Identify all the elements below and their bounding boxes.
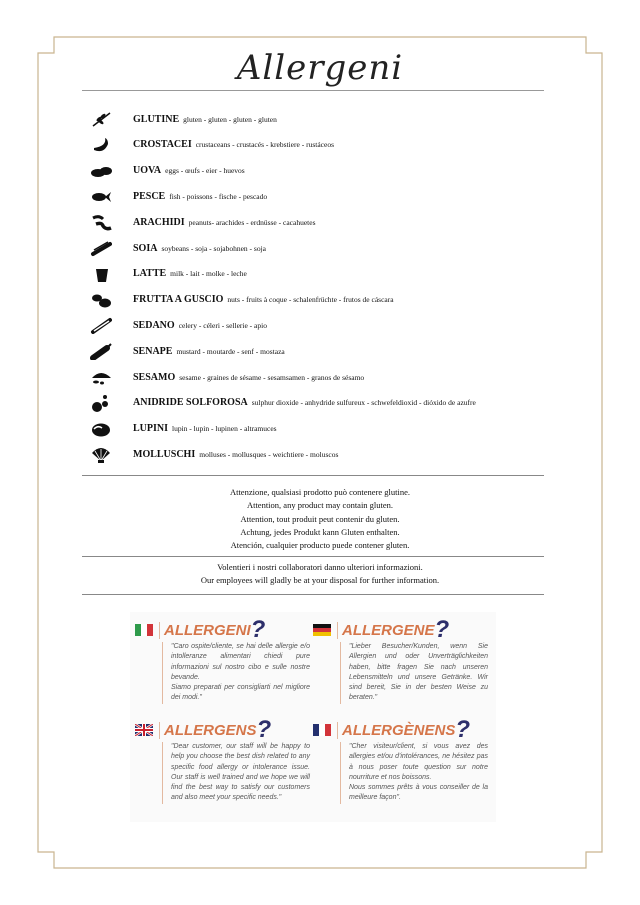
allergen-row (88, 238, 266, 258)
notice-line: Our employees will gladly be at your disposal for further information. (200, 575, 440, 586)
divider (82, 475, 544, 476)
allergen-name: SESAMO (133, 371, 176, 383)
notice-line: Volentieri i nostri collaboratori danno ulteriori informazioni. (217, 562, 423, 572)
staff-notice (0, 561, 640, 588)
allergen-row (88, 341, 285, 361)
notice-line: Attention, tout produit peut contenir du gluten. (240, 513, 400, 524)
panel-body: "Caro ospite/cliente, se hai delle allergie e/o intolleranze alimentari chiedi pure informazioni sul nostro cibo e sulle nostre bevande. Siamo preparati per consigliarti nel migliore dei modi." (162, 642, 310, 704)
allergen-row (88, 212, 315, 232)
allergen-row (88, 135, 334, 155)
allergen-row (88, 419, 277, 439)
panel-title: ALLERGENI (159, 622, 251, 639)
allergen-translations: sulphur dioxide - anhydride sulfureux - schwefeldioxid - dióxido de azufre (251, 398, 476, 408)
allergen-name: SOIA (133, 242, 158, 254)
divider (82, 594, 544, 595)
question-mark: ? (256, 716, 272, 743)
question-mark: ? (455, 716, 471, 743)
allergen-row (88, 290, 394, 310)
panel-title: ALLERGENS (159, 722, 257, 739)
panel-title: ALLERGÈNENS (337, 722, 455, 739)
page-title: Allergeni (236, 48, 404, 88)
allergen-translations: gluten - gluten - gluten - gluten (183, 114, 277, 124)
sesame-icon (88, 368, 114, 386)
allergen-translations: eggs - œufs - eier - huevos (165, 166, 245, 176)
allergen-row (88, 186, 267, 206)
question-mark: ? (434, 616, 450, 643)
question-mark: ? (250, 616, 266, 643)
allergen-name: LUPINI (133, 423, 169, 435)
allergen-translations: mustard - moutarde - senf - mostaza (176, 346, 285, 356)
allergen-name: CROSTACEI (133, 139, 192, 151)
allergen-translations: sesame - graines de sésame - sesamsamen - granos de sésamo (179, 372, 365, 382)
divider (82, 556, 544, 557)
allergen-translations: molluses - mollusques - weichtiere - moluscos (199, 449, 339, 459)
allergen-row (88, 444, 338, 464)
celery-icon (88, 316, 114, 334)
allergen-name: SENAPE (133, 345, 173, 357)
uk-flag-icon (135, 724, 153, 736)
lupin-icon (88, 420, 114, 438)
allergen-translations: lupin - lupin - lupinen - altramuces (172, 424, 277, 434)
allergen-translations: fish - poissons - fische - pescado (169, 191, 268, 201)
shrimp-icon (88, 136, 114, 154)
allergen-panel-uk (135, 718, 310, 818)
panel-title: ALLERGENE (337, 622, 435, 639)
allergen-panel-italy (135, 618, 310, 718)
allergen-panel-france (313, 718, 488, 818)
allergen-name: ANIDRIDE SOLFOROSA (133, 397, 248, 409)
shell-icon (88, 445, 114, 463)
allergen-panel-germany (313, 618, 488, 718)
panel-body: "Dear customer, our staff will be happy to help you choose the best dish related to any specific food allergy or intolerance issue. Our staff is well trained and we hope we will find the best way to satisfy our customers and also meet your specific needs." (162, 742, 310, 804)
title-divider (82, 90, 544, 91)
wheat-icon (88, 110, 114, 128)
allergen-name: MOLLUSCHI (133, 448, 196, 460)
allergen-name: LATTE (133, 268, 167, 280)
allergen-translations: crustaceans - crustacés - krebstiere - rustáceos (195, 140, 334, 150)
notice-line: Attenzione, qualsiasi prodotto può contenere glutine. (229, 487, 411, 497)
allergen-translations: milk - lait - molke - leche (170, 269, 247, 279)
notice-line: Achtung, jedes Produkt kann Gluten enthalten. (240, 526, 400, 537)
nuts-icon (88, 291, 114, 309)
soybean-icon (88, 239, 114, 257)
allergen-translations: soybeans - soja - sojabohnen - soja (161, 243, 267, 253)
peanut-icon (88, 213, 114, 231)
italy-flag-icon (135, 624, 153, 636)
milk-glass-icon (88, 265, 114, 283)
germany-flag-icon (313, 624, 331, 636)
panel-body: "Lieber Besucher/Kunden, wenn Sie Allergien und oder Unverträglichkeiten haben, bitte fragen Sie nach unseren Lebensmitteln und unsere Getränke. Wir sind bereit, Sie in der besten Weise zu beraten." (340, 642, 488, 704)
gluten-notice (0, 486, 640, 552)
notice-line: Attention, any product may contain gluten. (246, 500, 394, 511)
eggs-icon (88, 162, 114, 180)
france-flag-icon (313, 724, 331, 736)
allergen-row (88, 315, 267, 335)
allergen-row (88, 367, 364, 387)
allergen-name: SEDANO (133, 319, 175, 331)
allergen-row (88, 109, 277, 129)
allergen-translations: nuts - fruits à coque - schalenfrüchte - frutos de cáscara (227, 295, 394, 305)
allergen-translations: celery - céleri - sellerie - apio (178, 320, 267, 330)
mustard-icon (88, 342, 114, 360)
notice-line: Atención, cualquier producto puede contener gluten. (230, 540, 410, 551)
allergen-row (88, 264, 247, 284)
sulphite-icon (88, 394, 114, 412)
allergen-name: UOVA (133, 165, 162, 177)
allergen-name: GLUTINE (133, 113, 180, 125)
allergen-name: ARACHIDI (133, 216, 185, 228)
allergen-name: PESCE (133, 190, 166, 202)
multilingual-allergen-panel (130, 612, 496, 822)
panel-body: "Cher visiteur/client, si vous avez des allergies et/ou d'intolérances, ne hésitez pas à nous poser toute question sur notre nourriture et nos boissons. Nous sommes prêts à vous conseiller de la meilleure façon". (340, 742, 488, 804)
allergen-row (88, 161, 245, 181)
allergen-name: FRUTTA A GUSCIO (133, 294, 224, 306)
allergen-translations: peanuts- arachides - erdnüsse - cacahuetes (188, 217, 316, 227)
fish-icon (88, 187, 114, 205)
allergen-row (88, 393, 476, 413)
